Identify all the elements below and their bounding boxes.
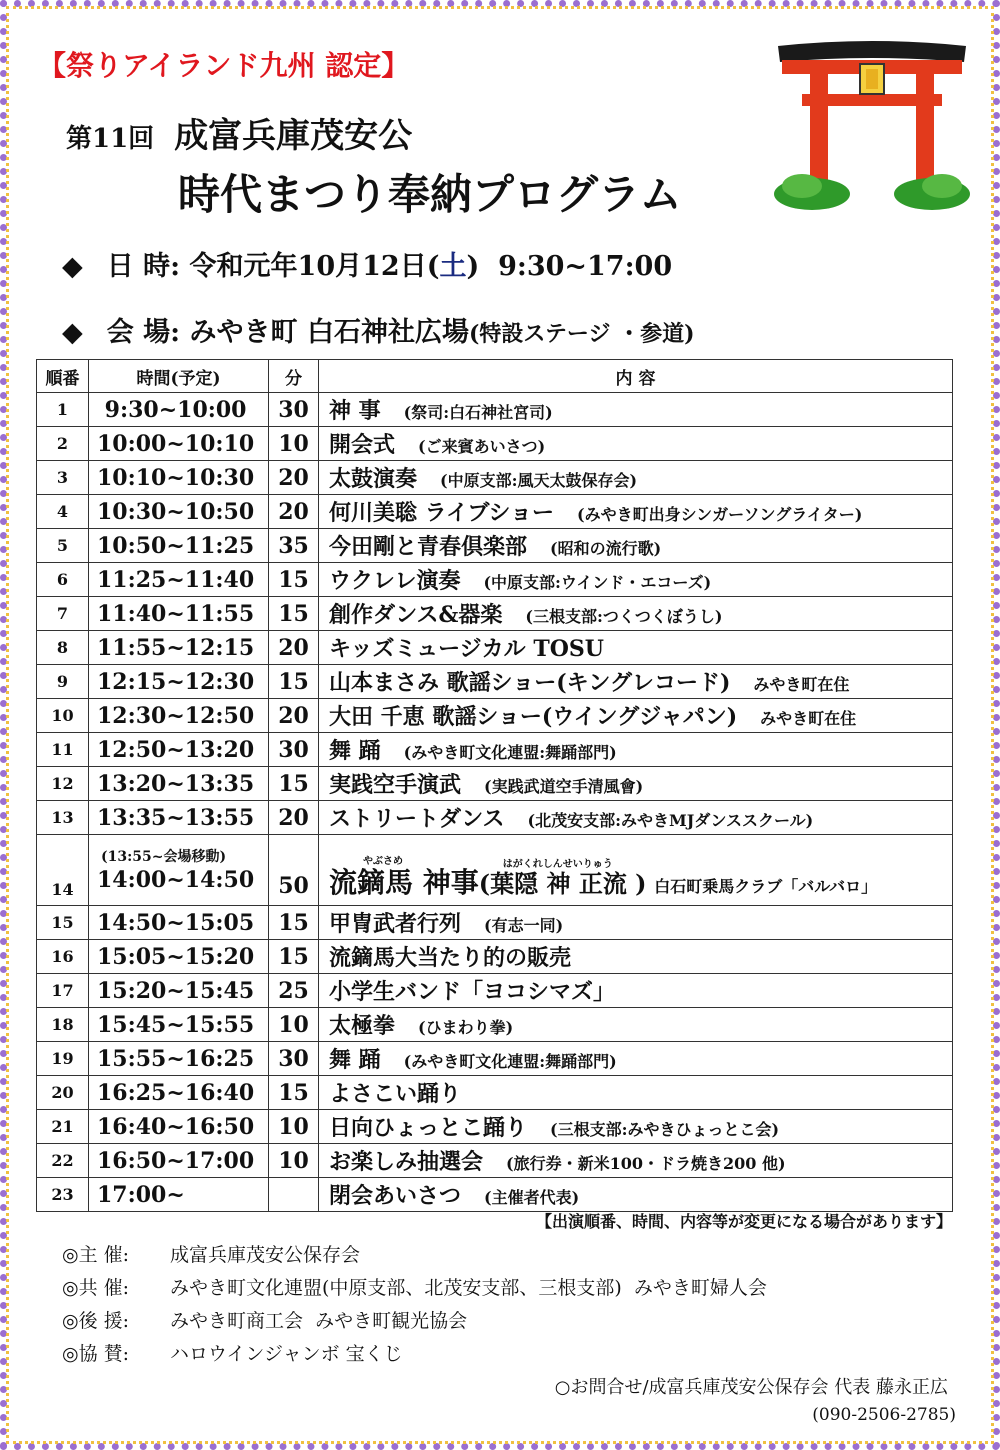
diamond-icon: ◆	[62, 317, 83, 348]
row-title: 実践空手演武	[329, 772, 462, 798]
row-time: 11:25~11:40	[89, 563, 269, 597]
row-content	[319, 427, 953, 461]
table-row	[37, 1144, 953, 1178]
row-content	[319, 631, 953, 665]
row-minutes: 50	[269, 835, 319, 906]
table-row	[37, 1042, 953, 1076]
row-number: 19	[37, 1042, 89, 1076]
row-content	[319, 597, 953, 631]
row-number: 2	[37, 427, 89, 461]
row-time: 12:50~13:20	[89, 733, 269, 767]
sponsor-row	[62, 1339, 403, 1366]
edition-number: 第11回	[66, 124, 155, 154]
change-notice: 【出演順番、時間、内容等が変更になる場合があります】	[535, 1212, 952, 1231]
row-title: 舞 踊	[329, 1047, 381, 1073]
organizer-role: ◎後 援:	[62, 1310, 130, 1332]
row-time: 12:15~12:30	[89, 665, 269, 699]
row-minutes: 10	[269, 427, 319, 461]
row-number: 3	[37, 461, 89, 495]
row-title: 甲冑武者行列	[329, 911, 462, 937]
row-number: 22	[37, 1144, 89, 1178]
table-row	[37, 1076, 953, 1110]
row-note: (三根支部:みやきひょっとこ会)	[550, 1120, 780, 1139]
row-content	[319, 733, 953, 767]
header-time: 時間(予定)	[89, 360, 269, 393]
row-note: (みやき町文化連盟:舞踊部門)	[403, 1052, 617, 1071]
row-time: 16:50~17:00	[89, 1144, 269, 1178]
row-number: 18	[37, 1008, 89, 1042]
row-note: (中原支部:ウインド・エコーズ)	[483, 573, 712, 592]
row-move-note: (13:55~会場移動)	[101, 849, 227, 865]
row-title: 開会式	[329, 432, 396, 458]
row-title: 日向ひょっとこ踊り	[329, 1115, 528, 1141]
table-row	[37, 699, 953, 733]
row-school-text: (葉隠 神 正流 )	[478, 869, 647, 898]
row-note: (有志一同)	[484, 916, 564, 935]
row-time: 15:05~15:20	[89, 940, 269, 974]
row-number: 12	[37, 767, 89, 801]
row-minutes: 35	[269, 529, 319, 563]
contact-phone: (090-2506-2785)	[812, 1405, 956, 1425]
date-close: )	[466, 251, 480, 282]
date-time: 9:30~17:00	[498, 251, 673, 282]
row-time: 11:55~12:15	[89, 631, 269, 665]
table-row	[37, 835, 953, 906]
organizer-value: 成富兵庫茂安公保存会	[170, 1244, 361, 1266]
row-time: 16:40~16:50	[89, 1110, 269, 1144]
table-row	[37, 563, 953, 597]
row-time: 12:30~12:50	[89, 699, 269, 733]
row-title: 太極拳	[329, 1013, 396, 1039]
row-note: (ひまわり拳)	[418, 1018, 514, 1037]
row-note: (みやき町文化連盟:舞踊部門)	[403, 743, 617, 762]
row-time: 13:35~13:55	[89, 801, 269, 835]
co-organizer-row	[62, 1273, 767, 1300]
table-row	[37, 906, 953, 940]
date-value: 令和元年10月12日(	[189, 251, 440, 282]
row-number: 4	[37, 495, 89, 529]
table-row	[37, 631, 953, 665]
row-minutes: 15	[269, 940, 319, 974]
row-time: 16:25~16:40	[89, 1076, 269, 1110]
row-content	[319, 1042, 953, 1076]
row-minutes: 10	[269, 1144, 319, 1178]
row-content	[319, 767, 953, 801]
row-minutes: 30	[269, 733, 319, 767]
row-number: 20	[37, 1076, 89, 1110]
row-number: 6	[37, 563, 89, 597]
organizer-value: ハロウインジャンボ 宝くじ	[170, 1343, 403, 1365]
table-row	[37, 665, 953, 699]
organizer-row	[62, 1240, 360, 1267]
row-minutes: 15	[269, 597, 319, 631]
table-header-row	[37, 360, 953, 393]
row-number: 9	[37, 665, 89, 699]
row-time: 10:50~11:25	[89, 529, 269, 563]
row-number: 17	[37, 974, 89, 1008]
supporter-row	[62, 1306, 467, 1333]
row-title: 大田 千恵 歌謡ショー(ウイングジャパン)	[329, 704, 738, 730]
row-minutes: 20	[269, 495, 319, 529]
row-content	[319, 495, 953, 529]
row-note: (みやき町出身シンガーソングライター)	[577, 505, 863, 524]
table-row	[37, 801, 953, 835]
row-title: 神 事	[329, 398, 381, 424]
row-number: 13	[37, 801, 89, 835]
contact-info: ○お問合せ/成富兵庫茂安公保存会 代表 藤永正広	[554, 1377, 948, 1398]
organizer-role: ◎主 催:	[62, 1244, 130, 1266]
row-title: よさこい踊り	[329, 1081, 462, 1107]
row-title: ウクレレ演奏	[329, 568, 461, 594]
event-date	[62, 244, 672, 283]
row-minutes: 15	[269, 563, 319, 597]
school-ruby: はがくれしんせいりゅう	[502, 859, 613, 870]
row-minutes: 15	[269, 906, 319, 940]
header-order: 順番	[37, 360, 89, 393]
honoree-name: 成富兵庫茂安公	[174, 116, 413, 156]
row-number: 10	[37, 699, 89, 733]
row-content	[319, 1076, 953, 1110]
row-minutes: 25	[269, 974, 319, 1008]
row-content	[319, 393, 953, 427]
row-content	[319, 1144, 953, 1178]
table-row	[37, 733, 953, 767]
row-content	[319, 835, 953, 906]
row-time	[89, 835, 269, 906]
row-content	[319, 801, 953, 835]
row-content	[319, 461, 953, 495]
row-number: 15	[37, 906, 89, 940]
row-number: 1	[37, 393, 89, 427]
row-minutes: 15	[269, 665, 319, 699]
table-row	[37, 767, 953, 801]
row-note: (北茂安支部:みやきMJダンススクール)	[527, 811, 814, 830]
row-time: 15:55~16:25	[89, 1042, 269, 1076]
row-content	[319, 563, 953, 597]
title-ruby: やぶさめ	[363, 856, 403, 867]
row-time: 13:20~13:35	[89, 767, 269, 801]
row-title: 創作ダンス&器楽	[329, 602, 503, 628]
row-time: 11:40~11:55	[89, 597, 269, 631]
table-row	[37, 1110, 953, 1144]
row-content	[319, 940, 953, 974]
row-minutes: 20	[269, 461, 319, 495]
row-content	[319, 665, 953, 699]
row-title: 山本まさみ 歌謡ショー(キングレコード)	[329, 670, 731, 696]
organizer-role: ◎協 賛:	[62, 1343, 130, 1365]
row-content	[319, 529, 953, 563]
row-time: 14:50~15:05	[89, 906, 269, 940]
row-content	[319, 1178, 953, 1212]
row-number: 11	[37, 733, 89, 767]
row-minutes	[269, 1178, 319, 1212]
event-venue	[62, 310, 695, 349]
row-title: 今田剛と青春倶楽部	[329, 534, 528, 560]
diamond-icon: ◆	[62, 251, 83, 282]
row-number: 7	[37, 597, 89, 631]
row-title: 小学生バンド「ヨコシマズ」	[329, 979, 616, 1005]
row-note: (旅行券・新米100・ドラ焼き200 他)	[506, 1154, 786, 1173]
header-content: 内 容	[319, 360, 953, 393]
table-row	[37, 529, 953, 563]
row-note: (主催者代表)	[484, 1188, 580, 1207]
table-row	[37, 393, 953, 427]
row-note: みやき町在住	[760, 709, 857, 728]
row-note: (昭和の流行歌)	[550, 539, 662, 558]
row-minutes: 20	[269, 801, 319, 835]
organizer-value: みやき町商工会 みやき町観光協会	[170, 1310, 468, 1332]
header-minutes: 分	[269, 360, 319, 393]
torii-gate-icon	[772, 38, 972, 210]
row-note: 白石町乗馬クラブ「バルバロ」	[654, 877, 878, 896]
row-number: 14	[37, 835, 89, 906]
row-time: 10:00~10:10	[89, 427, 269, 461]
row-content	[319, 1008, 953, 1042]
table-row	[37, 461, 953, 495]
row-title: ストリートダンス	[329, 806, 505, 832]
row-note: (三根支部:つくつくぼうし)	[525, 607, 723, 626]
row-time: 15:45~15:55	[89, 1008, 269, 1042]
row-time-value: 14:00~14:50	[97, 867, 255, 893]
row-minutes: 20	[269, 631, 319, 665]
venue-value: みやき町 白石神社広場	[189, 317, 469, 348]
table-row	[37, 1008, 953, 1042]
row-title: 何川美聡 ライブショー	[329, 500, 555, 526]
edition-heading	[66, 108, 412, 157]
row-note: (ご来賓あいさつ)	[418, 437, 546, 456]
row-title: キッズミュージカル TOSU	[329, 636, 604, 662]
row-content	[319, 906, 953, 940]
row-title: お楽しみ抽選会	[329, 1149, 484, 1175]
row-content	[319, 699, 953, 733]
row-minutes: 15	[269, 767, 319, 801]
table-row	[37, 495, 953, 529]
row-number: 21	[37, 1110, 89, 1144]
organizer-role: ◎共 催:	[62, 1277, 130, 1299]
row-time: 10:10~10:30	[89, 461, 269, 495]
page-title: 時代まつり奉納プログラム	[178, 170, 682, 219]
venue-label: 会 場:	[106, 317, 181, 348]
row-minutes: 15	[269, 1076, 319, 1110]
organizer-value: みやき町文化連盟(中原支部、北茂安支部、三根支部) みやき町婦人会	[170, 1277, 767, 1299]
date-label: 日 時:	[106, 251, 181, 282]
certification-label: 【祭りアイランド九州 認定】	[38, 49, 410, 82]
row-time: 10:30~10:50	[89, 495, 269, 529]
row-time: 17:00~	[89, 1178, 269, 1212]
table-row	[37, 597, 953, 631]
row-note: (実践武道空手清風會)	[484, 777, 644, 796]
row-title: 舞 踊	[329, 738, 381, 764]
row-title: 閉会あいさつ	[329, 1183, 462, 1209]
venue-detail: (特設ステージ ・参道)	[468, 321, 695, 347]
row-number: 16	[37, 940, 89, 974]
table-row	[37, 940, 953, 974]
row-time: 15:20~15:45	[89, 974, 269, 1008]
row-title-text: 流鏑馬 神事	[329, 866, 479, 899]
row-number: 8	[37, 631, 89, 665]
row-title: 流鏑馬大当たり的の販売	[329, 945, 572, 971]
date-day: 土	[439, 251, 467, 282]
row-note: (中原支部:風天太鼓保存会)	[440, 471, 638, 490]
row-title	[329, 856, 479, 899]
table-row	[37, 427, 953, 461]
table-row	[37, 974, 953, 1008]
row-title: 太鼓演奏	[329, 466, 418, 492]
table-row	[37, 1178, 953, 1212]
row-minutes: 10	[269, 1008, 319, 1042]
row-school	[478, 859, 647, 898]
row-number: 5	[37, 529, 89, 563]
row-note: みやき町在住	[753, 675, 850, 694]
program-table	[36, 359, 953, 1212]
row-number: 23	[37, 1178, 89, 1212]
row-minutes: 10	[269, 1110, 319, 1144]
row-time: 9:30~10:00	[89, 393, 269, 427]
row-note: (祭司:白石神社宮司)	[403, 403, 553, 422]
row-minutes: 20	[269, 699, 319, 733]
row-content	[319, 974, 953, 1008]
row-minutes: 30	[269, 1042, 319, 1076]
row-minutes: 30	[269, 393, 319, 427]
row-content	[319, 1110, 953, 1144]
